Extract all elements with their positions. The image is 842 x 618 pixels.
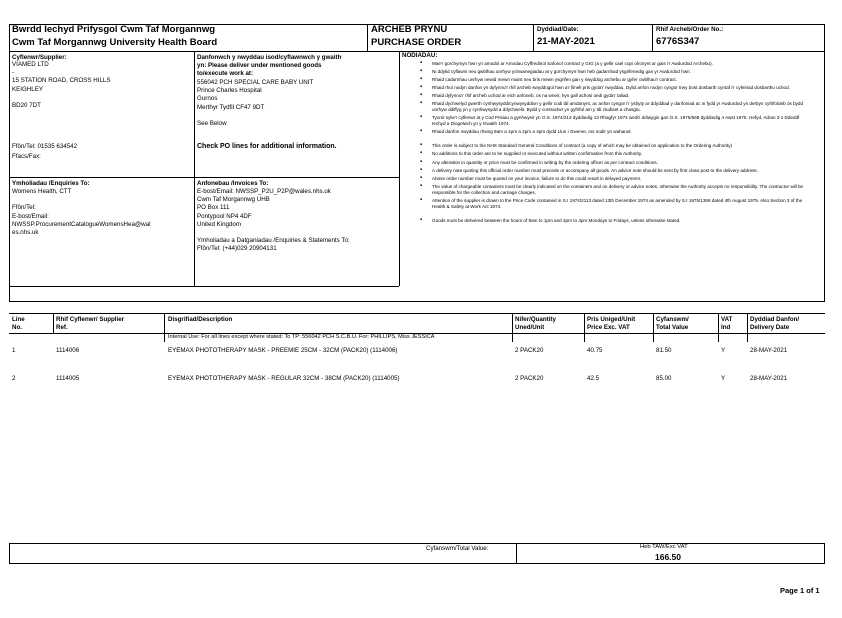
order-no-value: 6776S347 [656,36,700,47]
row-supplier-ref: 1114005 [56,375,80,382]
supplier-fax: Ffacs/Fax: [12,153,41,160]
invoices-line [197,229,350,237]
enquiries-line: NWSSP.ProcurementCatalogueWomensHea@wal [12,220,151,228]
supplier-phone: Ffôn/Tel: 01535 634542 [12,143,78,150]
notes-list [402,61,810,226]
invoices-line: United Kingdom [197,220,242,228]
delivery-label-line: Danfonwch y nwyddau isod/cyflawnwch y gwaith [197,54,342,61]
note-item: ▪ Rhaid rhoi nodyn danfon yn dyfynnu'r rhif archeb swyddogol hwn a'r llinell pris gyda'r nwyddau. Dylid anfon nodyn cyngor trwy bost dosbarth cyntaf i'r cyfeiriad dosbarthu uchod. [420,84,790,91]
col-header-quantity-unit: Nifer/Quantity Uned/Unit [515,316,556,331]
note-item: ▪ No additions to this order are to be supplied or executed without written confirmation from this Authority. [420,150,643,157]
note-item: ▪ Any alteration in quantity or price must be confirmed in writing by the ordering officer as per contract conditions. [420,158,658,165]
supplier-line: 15 STATION ROAD, CROSS HILLS [12,77,111,85]
col-header-vat: VAT Ind [721,316,733,331]
note-item: ▪ Rhaid danfon nwyddau rhwng 9am a 1pm a 2pm a 4pm dydd Llun i Gwener, oni nodir yn wahanol. [420,128,632,135]
invoices-line: PO Box 111 [197,204,230,212]
org-name-welsh: Bwrdd Iechyd Prifysgol Cwm Taf Morgannwg [12,24,216,35]
note-item: ▪ Rhaid dychwelyd gwerth cynhwysydd/cynwysyddion y gellir codi tâl amdanynt, ac anfon cyngor i'r ysbyty ar ddyddiad y danfoniad ac ni fydd yr Awdurdod yn derbyn cyfrifoldeb os bydd unrhyw ddiffyg yn y cynhwysydd a ddychwelir. Bydd y contractwr yn gyfrifol am y tâl cludiant a chasglu. [420,100,804,113]
col-header-description: Disgrifiad/Description [168,316,233,323]
supplier-label: Cyflenwr/Supplier: [12,54,67,61]
note-item: ▪ Rhaid dyfynnu'r rhif archeb uchod ar eich anfoneb, os na wneir, hyn gall achosi oedi gyda'r taliad. [420,92,630,99]
col-header-delivery-date: Dyddiad Danfon/ Delivery Date [750,316,800,331]
note-item: ▪ Mae'r gorchymyn hwn yn amodol ar Amodau Cyffredinol Safonol contract y GIG (a y gellir cael copi ohonynt ar gais i'r Awdurdod Archebu). [420,60,713,66]
supplier-line: BD20 7DT [12,102,41,110]
note-item: ▪ Ni ddylid cyflawni neu gwblhau unrhyw ychwanegiadau at y gorchymyn hwn heb gadarnhad ysgrifenedig gan yr Awdurdod hwn. [420,68,691,75]
row-quantity-unit: 2 PACK20 [515,347,544,354]
doc-title-english: PURCHASE ORDER [371,37,462,48]
invoices-line: Pontypool NP4 4DF [197,212,252,220]
col-header-line: Line No. [12,316,25,331]
supplier-line: - [12,69,15,77]
supplier-line [12,94,110,102]
delivery-label-line: to/execute work at: [197,70,254,78]
row-total-value: 81.50 [656,347,672,354]
note-item: ▪ The value of chargeable containers must be clearly indicated on the containers and on delivery or advice notes, otherwise the Authority accepts no responsibility. The contractor will be responsible for the collection and carriage charges. [420,182,804,195]
row-line-no: 1 [12,347,16,354]
enquiries-line: E-bost/Email: [12,212,49,220]
invoices-line: E-bost/Email: NWSSP_P2U_P2P@wales.nhs.uk [197,188,331,195]
row-delivery-date: 28-MAY-2021 [750,347,788,354]
row-quantity-unit: 2 PACK20 [515,375,544,382]
invoices-line: Ymholiadau a Datganiadau /Enquiries & Statements To: [197,237,350,245]
enquiries-details [12,188,150,237]
total-value-label: Cyfanswm/Total Value: [426,545,489,552]
enquiries-line [12,196,150,204]
col-header-supplier-ref: Rhif Cyflenwr/ Supplier Ref. [56,316,125,331]
supplier-address [12,61,110,110]
row-description: EYEMAX PHOTOTHERAPY MASK - REGULAR 32CM - 38CM (PACK20) (1114005) [168,375,400,382]
supplier-line: VIAMED LTD [12,61,49,68]
delivery-label-line: yn: Please deliver under mentioned goods [197,62,322,70]
delivery-line [197,112,313,120]
delivery-line: 556042 PCH SPECIAL CARE BABY UNIT [197,79,314,86]
col-header-total-value: Cyfanswm/ Total Value [656,316,689,331]
exc-vat-label: Heb TAW/Exc VAT [640,544,688,550]
note-item: ▪ Above order number must be quoted on your invoice, failure to do this could result in delayed payment. [420,174,642,181]
enquiries-line: Ffôn/Tel: [12,204,36,212]
row-description: EYEMAX PHOTOTHERAPY MASK - PREEMIE 25CM - 32CM (PACK20) (1114006) [168,347,398,354]
row-line-no: 2 [12,375,16,382]
check-po-lines-note: Check PO lines for additional information. [197,143,337,150]
note-item: ▪ Attention of the supplier is drawn to the Price Code contained in S.I 1974/2113 dated 13th December 1974 as amended by S.I 1975/1368 dated 4th August 1975. Also Section 3 of the Health & Safety at Work Act 1974. [420,196,803,209]
delivery-line: Merthyr Tydfil CF47 9DT [197,103,265,111]
row-delivery-date: 28-MAY-2021 [750,375,788,382]
date-label: Dyddiad/Date: [537,26,579,33]
enquiries-line: Womens Health, CTT [12,188,72,195]
invoices-label: Anfonebau /Invoices To: [197,180,269,187]
order-no-label: Rhif Archeb/Order No.: [656,26,724,33]
delivery-line: See Below [197,120,227,128]
row-unit-price: 40.75 [587,347,603,354]
enquiries-label: Ymholiadau /Enquiries To: [12,180,90,187]
totals-frame [9,543,825,564]
supplier-line: KEIGHLEY [12,85,43,93]
note-item: ▪ Rhaid cadarnhau unrhyw newid mewn maint neu bris mewn ysgrifen gan y swyddog archebu ar gyfer cwblhau'r contract. [420,76,677,83]
doc-title-welsh: ARCHEB PRYNU [371,24,448,35]
internal-use-note: Internal Use: For all lines except where stated: To TP: 556042 PCH S.C.B.U. For: PHILLIPS, Miss JESSICA [168,334,435,340]
org-name-english: Cwm Taf Morgannwg University Health Board [12,37,218,48]
row-unit-price: 42.5 [587,375,600,382]
delivery-label [197,54,341,79]
total-value: 166.50 [655,552,681,562]
invoices-line: Cwm Taf Morgannwg UHB [197,196,270,204]
notes-label: NODIADAU: [402,52,438,59]
row-supplier-ref: 1114006 [56,347,80,354]
date-value: 21-MAY-2021 [537,36,595,47]
note-item: ▪ Goods must be delivered between the hours of 9am to 1pm and 2pm to 4pm Mondays to Fridays, unless otherwise stated. [420,216,681,223]
delivery-address [197,79,313,128]
delivery-line: Gurnos [197,95,218,103]
invoices-details [197,188,350,254]
delivery-line: Prince Charles Hospital [197,87,262,95]
note-item: ▪ A delivery note quoting this official order number must precede or accompany all goods. An advice note should be sent by first class post to the delivery address. [420,166,758,173]
enquiries-line: es.nhs.uk [12,229,39,237]
note-item: ▪ Tynnir sylw'r cyflenwr at y Cod Prisiau a gynhwysir yn O.S. 1974/213 dyddiedig 13 Rhagfyr 1974 wedi'i ddiwygio gan O.S. 1975/568 dyddiedig 4 Awst 1975. Hefyd, Adran 3 o Ddeddf Iechyd a Diogelwch yn y Gwaith 1974. [420,114,800,127]
col-header-unit-price: Pris Uniged/Unit Price Exc. VAT [587,316,636,331]
row-vat-ind: Y [721,347,726,354]
row-total-value: 85.00 [656,375,672,382]
note-item: ▪ This order is subject to the NHS Standard General Conditions of contract (a copy of which may be obtained on application to the Ordering Authority) [420,142,733,149]
page-number: Page 1 of 1 [780,586,820,595]
row-vat-ind: Y [721,375,726,382]
invoices-line: Ffôn/Tel: (+44)029 20904131 [197,245,277,253]
